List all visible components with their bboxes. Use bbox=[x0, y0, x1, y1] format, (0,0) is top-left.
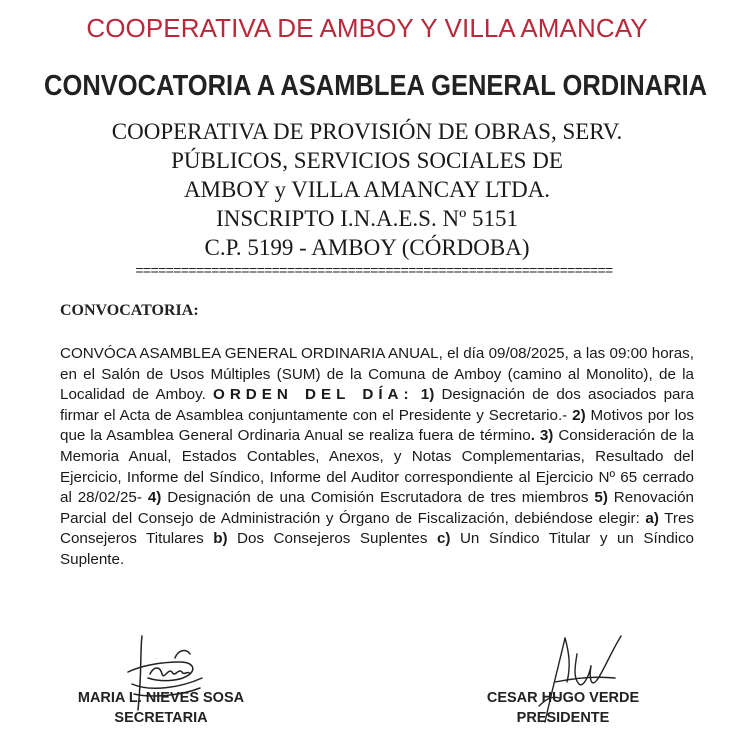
option-c-label: c) bbox=[436, 530, 451, 548]
item-1-text: Designación de dos asociados para firmar el Acta de Asamblea conjuntamente con el Presidente y Secretario.- bbox=[60, 386, 694, 424]
cooperative-line-1: COOPERATIVA DE PROVISIÓN DE OBRAS, SERV. bbox=[111, 119, 623, 144]
convocatoria-body bbox=[60, 344, 694, 571]
president-name: CESAR HUGO VERDE bbox=[486, 690, 640, 706]
item-1-number: 1) bbox=[413, 386, 435, 404]
cooperative-line-4: INSCRIPTO I.N.A.E.S. Nº 5151 bbox=[216, 206, 518, 231]
option-a-text: Tres Consejeros Titulares bbox=[60, 509, 694, 548]
document-title: CONVOCATORIA A ASAMBLEA GENERAL ORDINARIA bbox=[44, 70, 708, 102]
signatures-area bbox=[0, 620, 734, 750]
item-3-number: . 3) bbox=[530, 427, 554, 445]
option-b-label: b) bbox=[213, 530, 228, 548]
option-c-text: Un Síndico Titular y un Síndico Suplente. bbox=[60, 530, 694, 568]
secretary-role: SECRETARIA bbox=[114, 710, 208, 726]
option-b-text: Dos Consejeros Suplentes bbox=[227, 530, 437, 548]
separator-rule: =============================================================== bbox=[135, 262, 613, 278]
cooperative-line-5: C.P. 5199 - AMBOY (CÓRDOBA) bbox=[204, 235, 530, 260]
item-4-number: 4) bbox=[147, 489, 162, 507]
item-5-number: 5) bbox=[594, 489, 608, 507]
item-5-text: Renovación Parcial del Consejo de Administración y Órgano de Fiscalización, debiéndose elegir: bbox=[60, 489, 695, 527]
secretary-name: MARIA L. NIEVES SOSA bbox=[77, 690, 245, 706]
item-2-text: Motivos por los que la Asamblea General Ordinaria Anual se realiza fuera de término bbox=[60, 406, 694, 445]
body-intro: CONVÓCA ASAMBLEA GENERAL ORDINARIA ANUAL, el día 09/08/2025, a las 09:00 horas, en el Salón de Usos Múltiples (SUM) de la Comuna de Amboy (camino al Monolito), de la Localidad de Amboy. bbox=[60, 345, 694, 404]
cooperative-info-block bbox=[0, 117, 734, 262]
orden-del-dia-label: ORDEN DEL DÍA: bbox=[213, 386, 414, 404]
option-a-label: a) bbox=[645, 509, 659, 527]
cooperative-line-3: AMBOY y VILLA AMANCAY LTDA. bbox=[183, 177, 551, 202]
org-name-header: COOPERATIVA DE AMBOY Y VILLA AMANCAY bbox=[86, 13, 648, 43]
cooperative-line-2: PÚBLICOS, SERVICIOS SOCIALES DE bbox=[171, 148, 563, 173]
item-2-number: 2) bbox=[572, 406, 586, 424]
convocatoria-heading: CONVOCATORIA: bbox=[60, 302, 199, 319]
item-4-text: Designación de una Comisión Escrutadora de tres miembros bbox=[161, 489, 595, 507]
item-3-text: Consideración de la Memoria Anual, Estados Contables, Anexos, y Notas Complementarias, Resultado del Ejercicio, Informe del Síndico, Informe del Auditor correspondiente al Ejercicio Nº 65 cerrado al 28/02/25- bbox=[60, 427, 694, 507]
president-role: PRESIDENTE bbox=[516, 710, 610, 726]
